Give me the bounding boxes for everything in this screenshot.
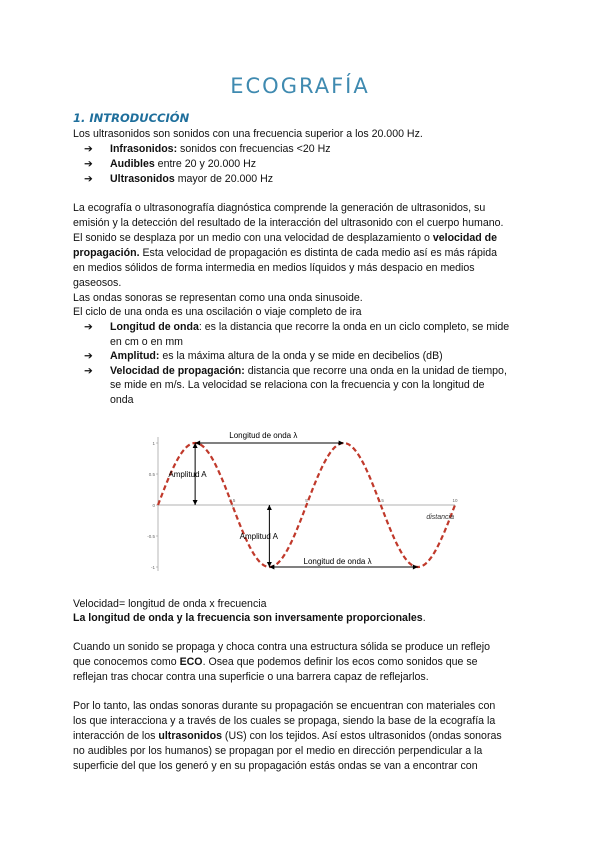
- list-item-term: Infrasonidos:: [110, 143, 178, 155]
- y-tick-label: -1: [150, 565, 155, 570]
- x-tick-label: 2.5: [229, 498, 236, 503]
- arrow-right-icon: ➔: [84, 321, 93, 333]
- wavelength-arrow-bottom-head-right: [413, 565, 418, 570]
- paragraph-line: La ecografía o ultrasonografía diagnóstica comprende la generación de ultrasonidos, su: [73, 202, 486, 214]
- y-tick-label: 0.5: [148, 472, 155, 477]
- list-item-term: Longitud de onda: [110, 321, 199, 333]
- paragraph-line: [73, 729, 502, 743]
- list-item-text: distancia que recorre una onda en la unidad de tiempo,: [244, 365, 507, 377]
- formula-conclusion: [73, 611, 426, 625]
- paragraph-line: Por lo tanto, las ondas sonoras durante su propagación se encuentran con materiales con: [73, 700, 496, 712]
- y-tick-label: 1: [152, 441, 155, 446]
- list-item-continuation: se mide en m/s. La velocidad se relaciona con la frecuencia y con la longitud de: [110, 379, 485, 391]
- amplitude-label-left: Amplitud A: [168, 470, 207, 480]
- paragraph-line: superficie del que los generó y en su propagación estás ondas se van a encontrar con: [73, 760, 478, 772]
- y-tick-label: -0.5: [147, 534, 155, 539]
- list-item-text: sonidos con frecuencias <20 Hz: [177, 143, 331, 155]
- bold-span: ultrasonidos: [158, 730, 222, 742]
- list-item: [84, 172, 273, 186]
- text-span: interacción de los: [73, 730, 159, 742]
- text-span: .: [422, 612, 426, 624]
- text-span: Esta velocidad de propagación es distinta de cada medio así es más rápida: [139, 247, 497, 259]
- paragraph-line: El ciclo de una onda es una oscilación o viaje completo de ira: [73, 306, 362, 318]
- list-item-text: entre 20 y 20.000 Hz: [154, 158, 257, 170]
- wavelength-label-bottom: Longitud de onda λ: [303, 557, 372, 566]
- paragraph-line: emisión y la detección del resultado de la interacción del ultrasonido con el cuerpo humano.: [73, 217, 504, 229]
- list-item-term: Ultrasonidos: [110, 173, 175, 185]
- bold-span: velocidad de: [432, 232, 498, 244]
- x-tick-label: 7.5: [377, 498, 384, 503]
- paragraph-line: [73, 231, 497, 245]
- paragraph-line: no audibles por los humanos) se propagan por el medio en dirección perpendicular a la: [73, 745, 483, 757]
- paragraph-line: gaseosos.: [73, 277, 122, 289]
- amplitude-arrow-left-head-bottom: [193, 500, 198, 505]
- x-axis-label: distancia: [426, 514, 454, 521]
- formula-line: Velocidad= longitud de onda x frecuencia: [73, 598, 267, 610]
- arrow-right-icon: ➔: [84, 173, 93, 185]
- list-item-term: Amplitud:: [110, 350, 160, 362]
- x-tick-label: 10: [452, 498, 458, 503]
- list-item-text: mayor de 20.000 Hz: [174, 173, 274, 185]
- amplitude-arrow-mid-head-top: [267, 505, 272, 510]
- arrow-right-icon: ➔: [84, 365, 93, 377]
- text-span: (US) con los tejidos. Así estos ultrasonidos (ondas sonoras: [221, 730, 502, 742]
- bold-span: propagación.: [73, 247, 140, 259]
- list-item-text: es la máxima altura de la onda y se mide en decibelios (dB): [159, 350, 443, 362]
- paragraph-line: [73, 246, 497, 260]
- wavelength-label-top: Longitud de onda λ: [229, 431, 298, 440]
- amplitude-label-mid: Amplitud A: [239, 532, 278, 542]
- paragraph-line: reflejan tras chocar contra una superficie o una barrera capaz de reflejarlos.: [73, 671, 429, 683]
- page-title: ECOGRAFÍA: [230, 74, 370, 98]
- text-span: que conocemos como: [73, 656, 180, 668]
- bold-span: ECO: [179, 656, 203, 668]
- list-item-text: : es la distancia que recorre la onda en un ciclo completo, se mide: [198, 321, 510, 333]
- wavelength-arrow-top-head-right: [339, 441, 344, 446]
- paragraph-line: Los ultrasonidos son sonidos con una frecuencia superior a los 20.000 Hz.: [73, 128, 423, 140]
- list-item-continuation: onda: [110, 394, 134, 406]
- bold-span: La longitud de onda y la frecuencia son inversamente proporcionales: [73, 612, 423, 624]
- paragraph-line: en medios sólidos de forma intermedia en medios líquidos y más despacio en medios: [73, 262, 475, 274]
- paragraph-line: Las ondas sonoras se representan como una onda sinusoide.: [73, 292, 363, 304]
- sine-wave-chart: [147, 412, 458, 582]
- list-item: [84, 349, 443, 363]
- paragraph-line: [73, 655, 478, 669]
- paragraph-line: los que interacciona y a través de los cuales se propaga, siendo la base de la ecografía la: [73, 715, 496, 727]
- list-item-continuation: en cm o en mm: [110, 336, 184, 348]
- text-span: El sonido se desplaza por un medio con una velocidad de desplazamiento o: [73, 232, 433, 244]
- list-item: [84, 142, 331, 156]
- text-span: . Osea que podemos definir los ecos como sonidos que se: [202, 656, 478, 668]
- list-item: [84, 320, 509, 334]
- section-heading: 1. INTRODUCCIÓN: [73, 111, 190, 125]
- paragraph-line: Cuando un sonido se propaga y choca contra una estructura sólida se produce un reflejo: [73, 641, 490, 653]
- list-item-term: Velocidad de propagación:: [110, 365, 245, 377]
- arrow-right-icon: ➔: [84, 143, 93, 155]
- x-tick-label: 5: [305, 498, 308, 503]
- list-item-term: Audibles: [110, 158, 155, 170]
- list-item: [84, 364, 507, 378]
- y-tick-label: 0: [152, 503, 155, 508]
- arrow-right-icon: ➔: [84, 158, 93, 170]
- list-item: [84, 157, 256, 171]
- arrow-right-icon: ➔: [84, 350, 93, 362]
